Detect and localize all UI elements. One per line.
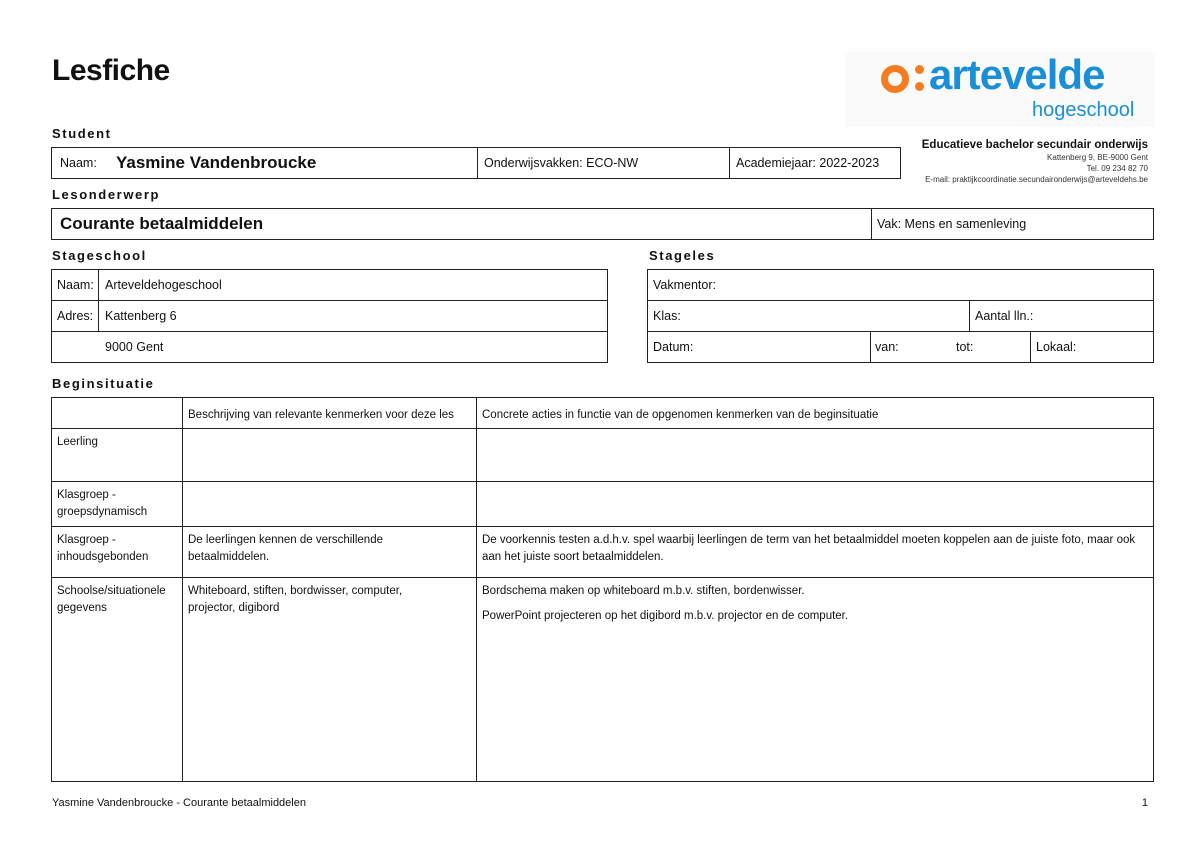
table-row-label: Klasgroep - inhoudsgebonden: [57, 534, 149, 563]
institution-email: E-mail: praktijkcoordinatie.secundaironderwijs@arteveldehs.be: [925, 175, 1148, 184]
stageschool-section-label: Stageschool: [52, 248, 147, 263]
logo-circle-icon: [881, 65, 909, 93]
stageles-van: van:: [875, 340, 899, 354]
beginsituatie-section-label: Beginsituatie: [52, 376, 155, 391]
student-vakken: Onderwijsvakken: ECO-NW: [484, 156, 639, 170]
logo-subtitle: hogeschool: [1032, 99, 1135, 121]
table-row-acties: Bordschema maken op whiteboard m.b.v. stiften, bordenwisser.: [482, 585, 805, 597]
arteveldehogeschool-logo: [845, 52, 1155, 127]
table-row-kenmerken: Whiteboard, stiften, bordwisser, computer, projector, digibord: [188, 585, 403, 614]
lesonderwerp-value: Courante betaalmiddelen: [60, 214, 264, 233]
student-box: [51, 147, 901, 179]
table-row-kenmerken: [183, 431, 476, 437]
stageles-tot: tot:: [956, 340, 974, 354]
institution-tel: Tel. 09 234 82 70: [1086, 164, 1148, 173]
student-academiejaar: Academiejaar: 2022-2023: [736, 156, 880, 170]
beginsituatie-table: [51, 397, 1154, 782]
stageschool-adres-label: Adres:: [57, 309, 94, 323]
table-row-label: Leerling: [57, 436, 98, 448]
stageschool-box: [51, 269, 608, 363]
table-header-acties: Concrete acties in functie van de opgenomen kenmerken van de beginsituatie: [482, 409, 879, 421]
table-header-kenmerken: Beschrijving van relevante kenmerken voor deze les: [188, 409, 454, 421]
table-row-label: Klasgroep - groepsdynamisch: [57, 489, 148, 518]
footer-text: Yasmine Vandenbroucke - Courante betaalmiddelen: [52, 797, 306, 809]
stageles-datum: Datum:: [653, 340, 694, 354]
stageles-vakmentor: Vakmentor:: [653, 278, 716, 292]
table-row-kenmerken: [183, 484, 476, 490]
lesonderwerp-section-label: Lesonderwerp: [52, 187, 161, 202]
stageschool-naam-label: Naam:: [57, 278, 94, 292]
student-section-label: Student: [52, 126, 112, 141]
institution-program: Educatieve bachelor secundair onderwijs: [921, 139, 1148, 151]
table-row-acties: [477, 484, 1153, 490]
table-row-acties: De voorkennis testen a.d.h.v. spel waarbij leerlingen de term van het betaalmiddel moeten koppelen aan de juiste foto, maar ook aan het juiste soort betaalmiddelen.: [482, 534, 1136, 563]
logo-colon-icon: [915, 65, 924, 74]
logo-colon-icon-2: [915, 82, 924, 91]
table-row-acties: [477, 431, 1153, 437]
stageschool-adres-line1: Kattenberg 6: [105, 309, 177, 323]
institution-address: Kattenberg 9, BE-9000 Gent: [1047, 153, 1148, 162]
lesonderwerp-vak: Vak: Mens en samenleving: [877, 217, 1027, 231]
table-row-label: Schoolse/situationele gegevens: [57, 585, 166, 614]
page-title: Lesfiche: [52, 54, 170, 87]
table-row-acties-2: PowerPoint projecteren op het digibord m.b.v. projector en de computer.: [482, 610, 849, 622]
logo-wordmark: artevelde: [929, 51, 1105, 98]
table-row-kenmerken: De leerlingen kennen de verschillende betaalmiddelen.: [188, 534, 383, 563]
stageles-section-label: Stageles: [649, 248, 716, 263]
lesonderwerp-box: [51, 208, 1154, 240]
stageles-klas: Klas:: [653, 309, 681, 323]
table-header-empty: [52, 404, 182, 410]
student-naam-value: Yasmine Vandenbroucke: [116, 153, 317, 172]
stageschool-naam-value: Arteveldehogeschool: [105, 278, 222, 292]
stageles-aantal: Aantal lln.:: [975, 309, 1034, 323]
stageles-box: [647, 269, 1154, 363]
student-naam-label: Naam:: [60, 156, 97, 170]
page-number: 1: [1141, 797, 1148, 809]
stageles-lokaal: Lokaal:: [1036, 340, 1077, 354]
stageschool-adres-line2: 9000 Gent: [105, 340, 164, 354]
